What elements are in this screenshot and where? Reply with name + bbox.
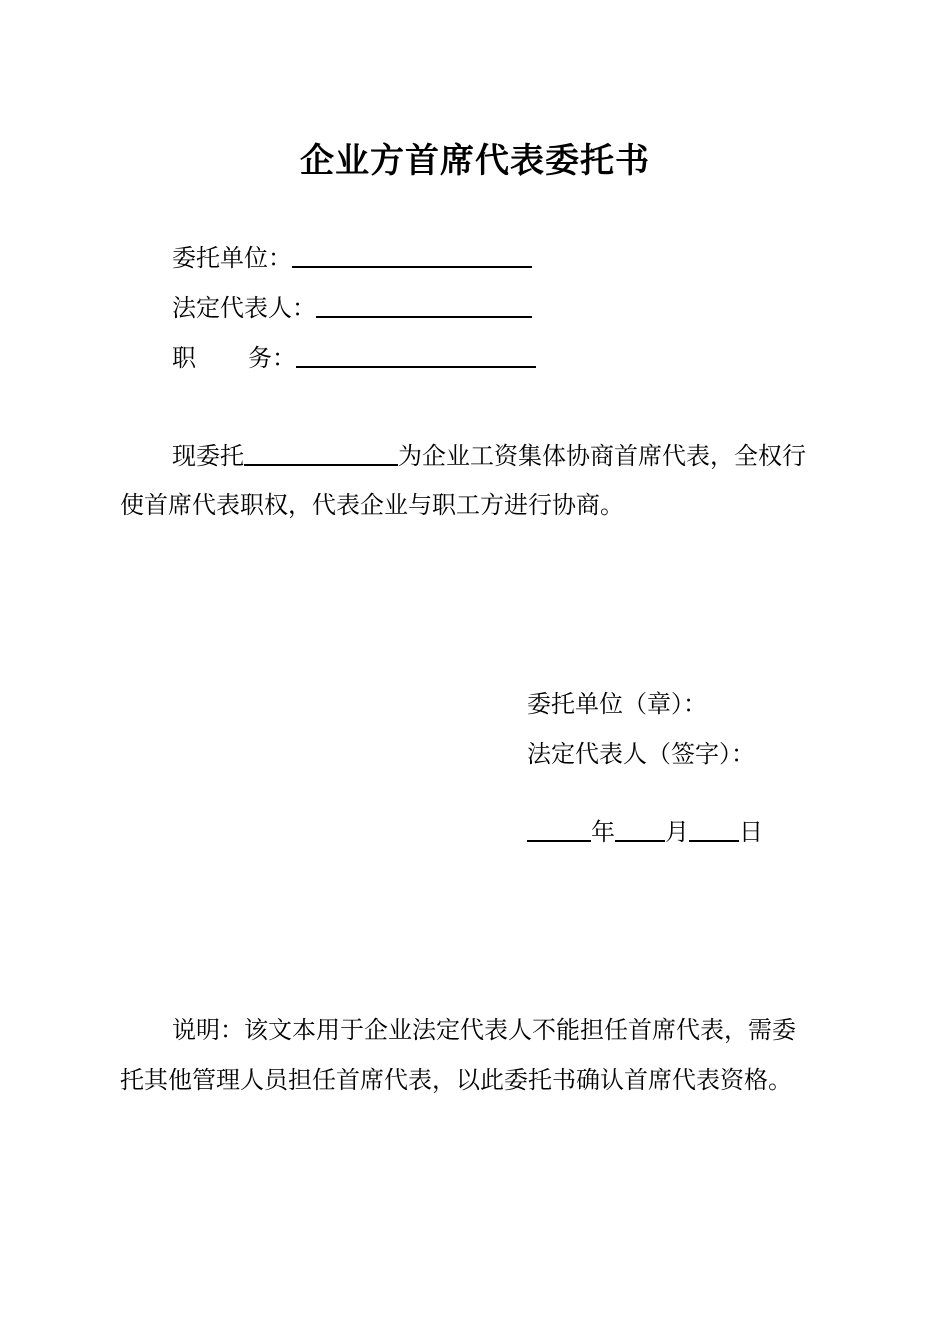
field-rep-label: 法定代表人：	[172, 294, 316, 322]
body-line-1-suffix: 为企业工资集体协商首席代表，全权行	[398, 442, 806, 470]
field-position-label-a: 职	[172, 344, 196, 372]
signature-rep: 法定代表人（签字）：	[527, 740, 755, 768]
body-line-1	[172, 438, 806, 472]
day-blank[interactable]	[689, 816, 739, 842]
body-line-1-prefix: 现委托	[172, 442, 244, 470]
field-unit-label: 委托单位：	[172, 244, 292, 272]
field-rep-blank[interactable]	[316, 292, 532, 318]
delegate-name-blank[interactable]	[244, 440, 398, 466]
note-line-1: 说明：该文本用于企业法定代表人不能担任首席代表，需委	[172, 1016, 796, 1044]
day-label: 日	[739, 818, 763, 846]
field-unit-blank[interactable]	[292, 242, 532, 268]
field-position	[172, 340, 536, 374]
year-label: 年	[591, 818, 615, 846]
signature-unit: 委托单位（章）：	[527, 690, 707, 718]
note-line-2: 托其他管理人员担任首席代表，以此委托书确认首席代表资格。	[120, 1066, 792, 1094]
field-unit	[172, 240, 532, 274]
field-position-blank[interactable]	[296, 342, 536, 368]
document-title: 企业方首席代表委托书	[300, 141, 650, 181]
year-blank[interactable]	[527, 816, 591, 842]
body-line-2: 使首席代表职权，代表企业与职工方进行协商。	[120, 491, 624, 519]
month-label: 月	[665, 818, 689, 846]
signature-date	[527, 814, 763, 848]
field-rep	[172, 290, 532, 324]
month-blank[interactable]	[615, 816, 665, 842]
field-position-label-b: 务：	[248, 344, 296, 372]
